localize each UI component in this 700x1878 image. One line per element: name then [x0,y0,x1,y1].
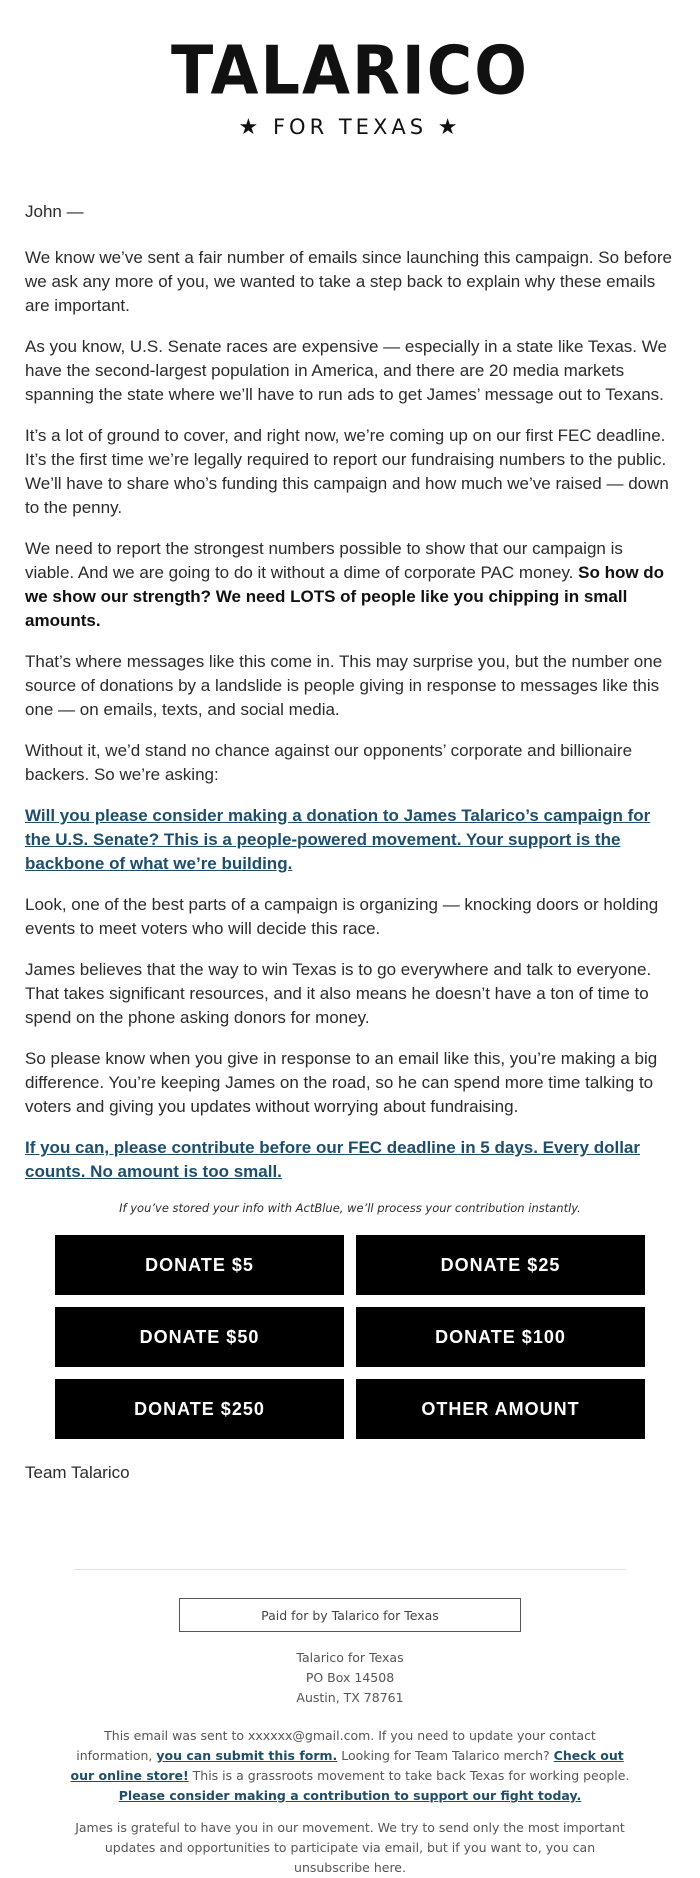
grateful-text: James is grateful to have you in our movement. We try to send only the most important updates and opportunities to participate via email, but if you want to, you can unsubscribe here. [75,1820,625,1875]
contribute-link[interactable]: Please consider making a contribution to support our fight today. [118,1788,582,1803]
donate-5-button[interactable]: DONATE $5 [55,1235,344,1295]
logo-title: TALARICO [171,31,529,110]
body-paragraph: It’s a lot of ground to cover, and right now, we’re coming up on our first FEC deadline. It’s the first time we’re legally required to report our fundraising numbers to the public. We’ll have to share who’s funding this campaign and how much we’ve raised — down to the penny. [25,426,669,517]
salutation: John — [25,202,84,221]
footer-divider [74,1569,626,1570]
bold-ask: So how do we show our strength? We need LOTS of people like you chipping in small amounts. [25,563,665,630]
cta-paragraph [25,804,675,876]
body-text: We need to report the strongest numbers possible to show that our campaign is viable. And we are going to do it without a dime of corporate PAC money. [25,539,623,582]
paid-for-disclaimer: Paid for by Talarico for Texas [179,1598,521,1632]
address-line: Talarico for Texas [296,1650,404,1665]
campaign-logo [0,0,700,140]
address-line: PO Box 14508 [305,1670,395,1685]
donate-100-button[interactable]: DONATE $100 [356,1307,645,1367]
body-paragraph [25,537,675,633]
email-body [0,200,700,1184]
body-paragraph: Look, one of the best parts of a campaign is organizing — knocking doors or holding events to meet voters who will decide this race. [25,895,659,938]
update-info-form-link[interactable]: you can submit this form. [156,1748,338,1763]
merch-text: Looking for Team Talarico merch? [341,1748,550,1763]
grassroots-text: This is a grassroots movement to take back Texas for working people. [192,1768,630,1783]
donation-cta-link[interactable]: Will you please consider making a donation to James Talarico’s campaign for the U.S. Senate? This is a people-powered movement. Your support is the backbone of what we’re building. [25,806,651,873]
sent-to-text: This email was sent to xxxxxx@gmail.com. If you need to update your contact information, [76,1728,596,1763]
donate-button-grid [0,1235,700,1439]
body-paragraph: So please know when you give in response to an email like this, you’re making a big difference. You’re keeping James on the road, so he can spend more time talking to voters and giving you updates without worrying about fundraising. [25,1049,658,1116]
mailing-address [0,1648,700,1708]
other-amount-button[interactable]: OTHER AMOUNT [356,1379,645,1439]
donate-50-button[interactable]: DONATE $50 [55,1307,344,1367]
logo-subtitle [0,114,700,141]
donate-25-button[interactable]: DONATE $25 [356,1235,645,1295]
body-paragraph: James believes that the way to win Texas is to go everywhere and talk to everyone. That takes significant resources, and it also means he doesn’t have a ton of time to spend on the phone asking donors for money. [25,960,652,1027]
online-store-link[interactable]: Check out our online store! [70,1748,624,1783]
footer-info [70,1726,630,1806]
donate-250-button[interactable]: DONATE $250 [55,1379,344,1439]
body-paragraph: Without it, we’d stand no chance against our opponents’ corporate and billionaire backers. So we’re asking: [25,741,633,784]
address-line: Austin, TX 78761 [296,1690,404,1705]
body-paragraph: That’s where messages like this come in. This may surprise you, but the number one source of donations by a landslide is people giving in response to messages like this one — on emails, texts, and social media. [25,652,663,719]
body-paragraph: We know we’ve sent a fair number of emails since launching this campaign. So before we ask any more of you, we wanted to take a step back to explain why these emails are important. [25,248,672,315]
unsubscribe-note [70,1818,630,1878]
logo-subtitle-text: FOR TEXAS [272,115,428,139]
star-icon: ★ [238,115,263,140]
deadline-cta-link[interactable]: If you can, please contribute before our FEC deadline in 5 days. Every dollar counts. No amount is too small. [25,1138,640,1181]
signoff: Team Talarico [25,1463,130,1482]
body-paragraph: As you know, U.S. Senate races are expensive — especially in a state like Texas. We have the second-largest population in America, and there are 20 media markets spanning the state where we’ll have to run ads to get James’ message out to Texans. [25,337,667,404]
cta-paragraph [25,1136,675,1184]
star-icon: ★ [437,115,462,140]
actblue-note: If you’ve stored your info with ActBlue, we’ll process your contribution instantly. [119,1201,581,1215]
